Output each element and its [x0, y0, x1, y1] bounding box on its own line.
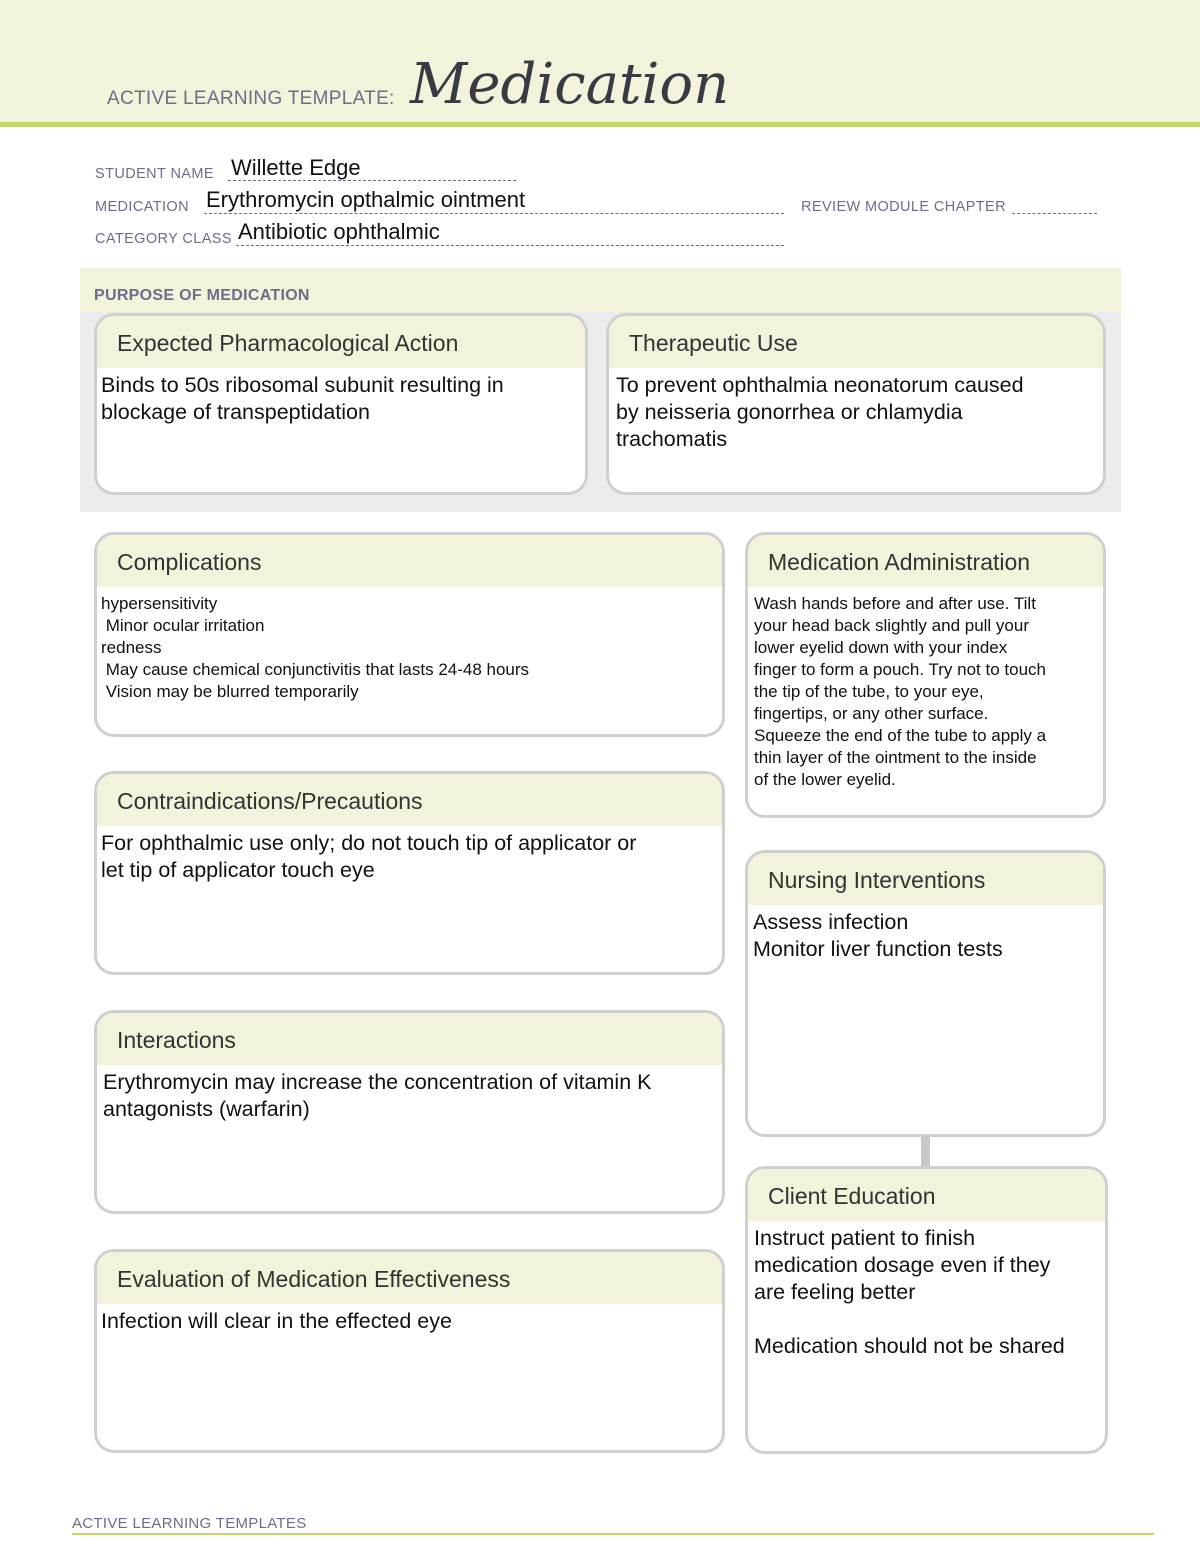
- contraindications-box: [94, 771, 725, 975]
- interactions-header: [97, 1013, 722, 1065]
- nursing-interventions-header: [748, 853, 1103, 905]
- administration-header: [748, 535, 1103, 587]
- therapeutic-use-text[interactable]: To prevent ophthalmia neonatorum caused by neisseria gonorrhea or chlamydia trachomatis: [616, 373, 1024, 451]
- client-education-text[interactable]: Instruct patient to finish medication dosage even if they are feeling better Medication should not be shared: [754, 1226, 1065, 1358]
- medication-line: [204, 213, 784, 214]
- expected-action-text[interactable]: Binds to 50s ribosomal subunit resulting in blockage of transpeptidation: [101, 373, 504, 424]
- interactions-box: [94, 1010, 725, 1214]
- administration-title: Medication Administration: [768, 549, 1031, 575]
- therapeutic-use-box: [606, 313, 1106, 495]
- footer-label: ACTIVE LEARNING TEMPLATES: [72, 1515, 307, 1532]
- review-module-label: REVIEW MODULE CHAPTER: [801, 199, 1006, 215]
- administration-text[interactable]: Wash hands before and after use. Tilt your head back slightly and pull your lower eyelid down with your index finger to form a pouch. Try not to touch the tip of the tube, to your eye, fingertips, or any other surface. Squeeze the end of the tube to apply a thin layer of the ointment to the inside of the lower eyelid.: [754, 594, 1047, 789]
- complications-header: [97, 535, 722, 587]
- therapeutic-use-header: [609, 316, 1103, 368]
- complications-title: Complications: [117, 549, 262, 575]
- template-label: ACTIVE LEARNING TEMPLATE:: [107, 88, 395, 109]
- administration-box: [745, 532, 1106, 818]
- category-class-field[interactable]: Antibiotic ophthalmic: [238, 219, 440, 244]
- evaluation-text[interactable]: Infection will clear in the effected eye: [101, 1309, 452, 1333]
- complications-text[interactable]: hypersensitivity Minor ocular irritation redness May cause chemical conjunctivitis that lasts 24-48 hours Vision may be blurred temporarily: [101, 594, 530, 701]
- header-divider: [0, 122, 1200, 127]
- student-name-field[interactable]: Willette Edge: [231, 155, 361, 180]
- therapeutic-use-title: Therapeutic Use: [629, 330, 798, 356]
- medication-label: MEDICATION: [95, 199, 189, 215]
- contraindications-header: [97, 774, 722, 826]
- contraindications-title: Contraindications/Precautions: [117, 788, 423, 814]
- nursing-interventions-text[interactable]: Assess infection Monitor liver function tests: [753, 910, 1003, 961]
- nursing-interventions-title: Nursing Interventions: [768, 867, 986, 893]
- expected-action-box: [94, 313, 588, 495]
- client-education-title: Client Education: [768, 1183, 936, 1209]
- complications-box: [94, 532, 725, 737]
- evaluation-header: [97, 1252, 722, 1304]
- interactions-title: Interactions: [117, 1027, 236, 1053]
- evaluation-title: Evaluation of Medication Effectiveness: [117, 1266, 511, 1292]
- category-class-line: [236, 245, 784, 246]
- nursing-interventions-box: [745, 850, 1106, 1137]
- contraindications-text[interactable]: For ophthalmic use only; do not touch tip of applicator or let tip of applicator touch eye: [101, 831, 637, 882]
- category-class-label: CATEGORY CLASS: [95, 231, 232, 247]
- review-module-line: [1012, 213, 1097, 214]
- expected-action-header: [97, 316, 585, 368]
- expected-action-title: Expected Pharmacological Action: [117, 330, 459, 356]
- template-title: Medication: [410, 52, 730, 117]
- footer-divider: [72, 1533, 1154, 1535]
- client-education-box: [745, 1166, 1108, 1454]
- medication-field[interactable]: Erythromycin opthalmic ointment: [206, 187, 526, 212]
- box-connector: [921, 1136, 930, 1166]
- client-education-header: [748, 1169, 1105, 1221]
- student-name-label: STUDENT NAME: [95, 166, 214, 182]
- interactions-text[interactable]: Erythromycin may increase the concentration of vitamin K antagonists (warfarin): [103, 1070, 652, 1121]
- purpose-section-title: PURPOSE OF MEDICATION: [94, 287, 310, 304]
- evaluation-box: [94, 1249, 725, 1453]
